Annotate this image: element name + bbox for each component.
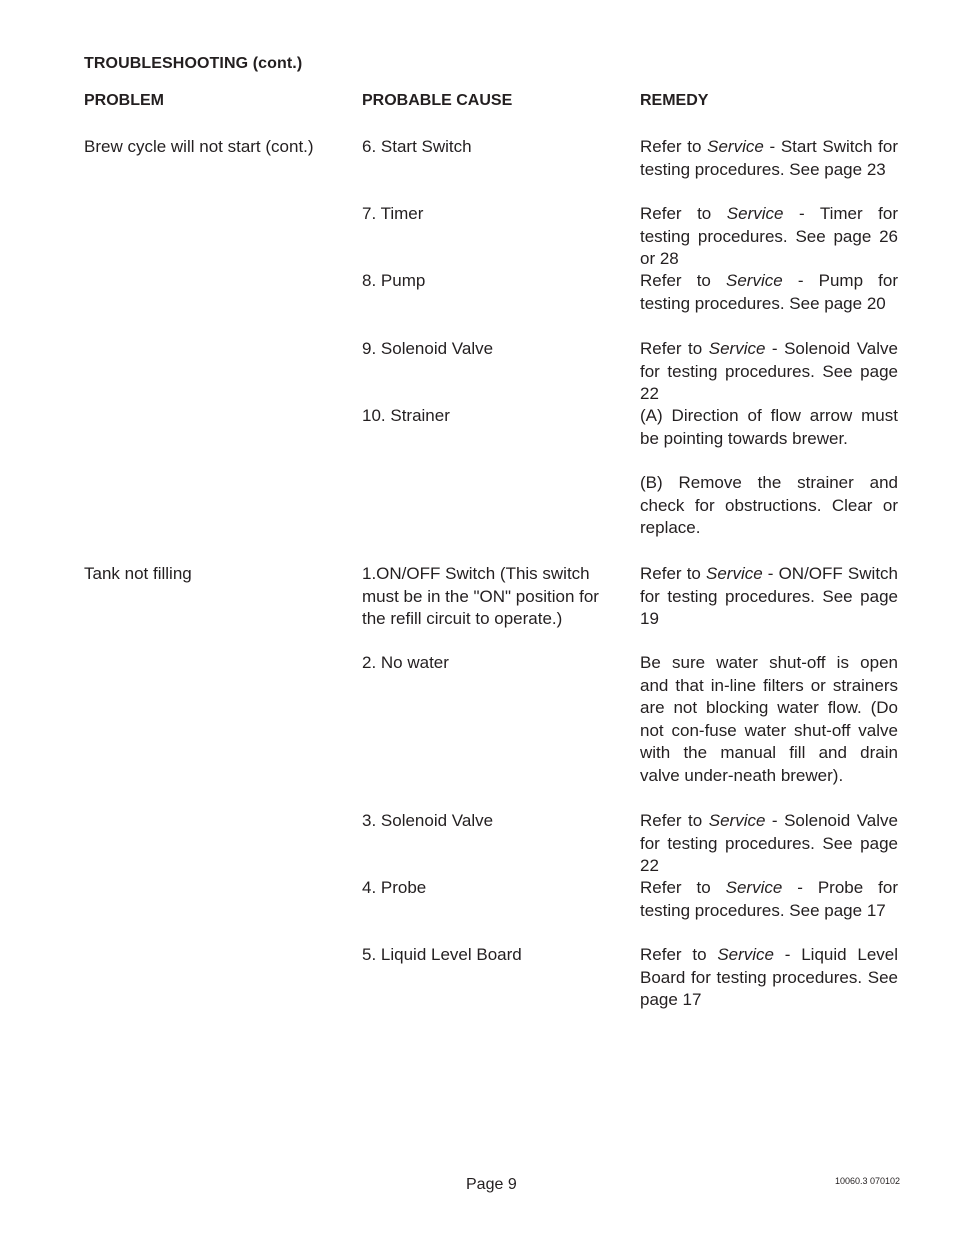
remedy-text: Refer to Service - Start Switch for testing procedures. See page 23 (640, 137, 898, 179)
problem-text: Brew cycle will not start (cont.) (84, 137, 314, 156)
problem-text: Tank not filling (84, 564, 192, 583)
cause-text: 4. Probe (362, 878, 427, 897)
cause-text: 5. Liquid Level Board (362, 945, 522, 964)
remedy-text: Refer to Service - Liquid Level Board for testing procedures. See page 17 (640, 945, 899, 1009)
remedy-text: (A) Direction of flow arrow must be pointing towards brewer. (640, 406, 898, 448)
cause-text: 3. Solenoid Valve (362, 811, 494, 830)
remedy-text: Refer to Service - Probe for testing procedures. See page 17 (640, 878, 898, 920)
column-header-problem: PROBLEM (84, 92, 164, 109)
document-code: 10060.3 070102 (835, 1176, 901, 1186)
column-header-cause: PROBABLE CAUSE (362, 92, 513, 109)
remedy-text: Refer to Service - Solenoid Valve for testing procedures. See page 22 (640, 339, 898, 403)
remedy-text: Refer to Service - ON/OFF Switch for testing procedures. See page 19 (640, 564, 898, 628)
cause-text: 6. Start Switch (362, 137, 472, 156)
cause-text: 1.ON/OFF Switch (This switch must be in the "ON" position for the refill circuit to operate.) (362, 564, 599, 628)
page-number: Page 9 (466, 1176, 517, 1193)
remedy-text: Be sure water shut-off is open and that in-line filters or strainers are not blocking water flow. (Do not con-fuse water shut-off valve with the manual fill and drain valve under-neath brewer). (640, 653, 898, 785)
column-header-remedy: REMEDY (640, 92, 709, 109)
remedy-text: Refer to Service - Timer for testing procedures. See page 26 or 28 (640, 204, 899, 268)
cause-text: 8. Pump (362, 271, 426, 290)
section-title: TROUBLESHOOTING (cont.) (84, 55, 303, 72)
cause-text: 9. Solenoid Valve (362, 339, 494, 358)
remedy-text: Refer to Service - Solenoid Valve for testing procedures. See page 22 (640, 811, 898, 875)
cause-text: 10. Strainer (362, 406, 450, 425)
cause-text: 7. Timer (362, 204, 424, 223)
cause-text: 2. No water (362, 653, 449, 672)
remedy-text: Refer to Service - Pump for testing procedures. See page 20 (640, 271, 898, 313)
remedy-text: (B) Remove the strainer and check for obstructions. Clear or replace. (640, 473, 898, 537)
